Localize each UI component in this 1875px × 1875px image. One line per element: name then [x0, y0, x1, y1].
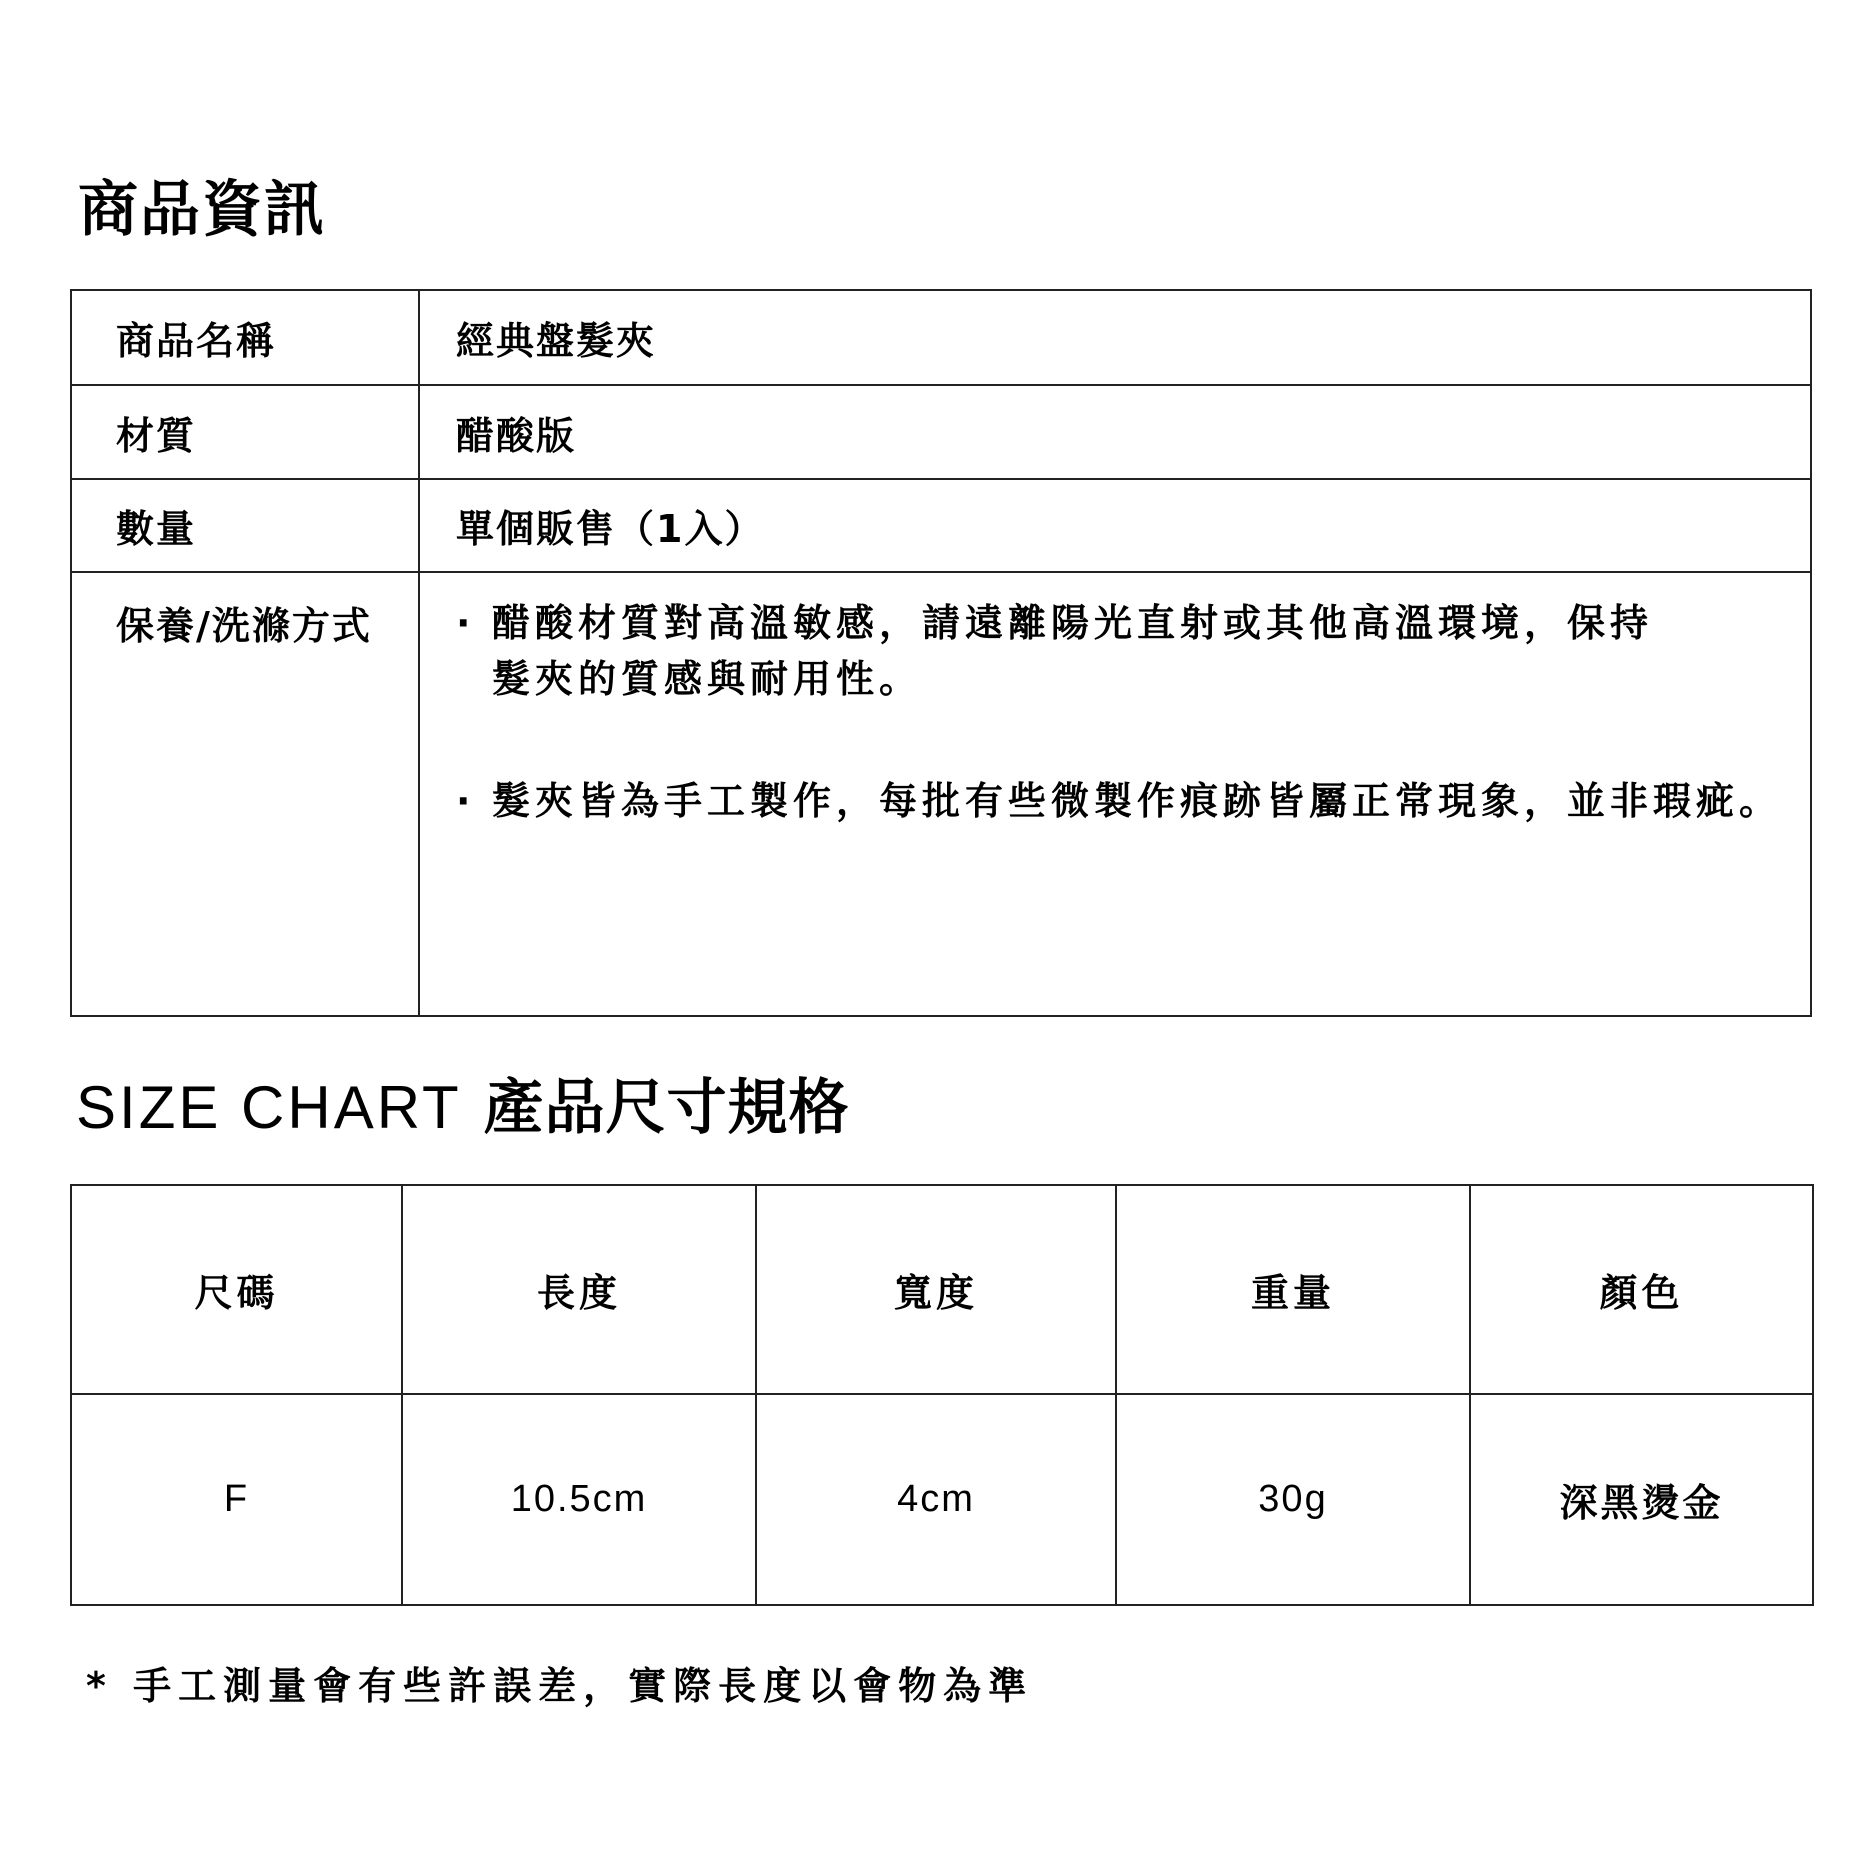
care-bullet-1 [456, 595, 1810, 707]
info-label-quantity: 數量 [71, 479, 419, 572]
size-value-row [71, 1394, 1813, 1605]
size-value-size: F [71, 1394, 402, 1605]
product-info-table [70, 289, 1812, 1017]
size-header-width: 寬度 [756, 1185, 1116, 1394]
size-chart-title-en: SIZE CHART [76, 1074, 462, 1141]
info-row-quantity [71, 479, 1811, 572]
size-value-length: 10.5cm [402, 1394, 756, 1605]
care-bullet-1-line-1: 醋酸材質對高溫敏感，請遠離陽光直射或其他高溫環境，保持 [492, 601, 1654, 645]
info-value-material: 醋酸版 [419, 385, 1811, 479]
bullet-mark: · [456, 779, 476, 823]
size-header-length: 長度 [402, 1185, 756, 1394]
product-info-title: 商品資訊 [78, 175, 326, 245]
info-label-material: 材質 [71, 385, 419, 479]
size-chart-title [76, 1073, 850, 1143]
info-value-care [419, 572, 1811, 1016]
info-label-name: 商品名稱 [71, 290, 419, 385]
size-header-weight: 重量 [1116, 1185, 1470, 1394]
size-header-row [71, 1185, 1813, 1394]
measurement-footnote: * 手工測量會有些許誤差，實際長度以會物為準 [86, 1664, 1034, 1708]
size-header-color: 顏色 [1470, 1185, 1813, 1394]
care-bullet-2 [456, 773, 1810, 829]
info-row-name [71, 290, 1811, 385]
bullet-mark: · [456, 601, 476, 645]
info-label-care: 保養/洗滌方式 [71, 572, 419, 1016]
care-bullet-2-line-1: 髮夾皆為手工製作，每批有些微製作痕跡皆屬正常現象，並非瑕疵。 [492, 779, 1783, 823]
size-value-width: 4cm [756, 1394, 1116, 1605]
care-bullet-1-line-2: 髮夾的質感與耐用性。 [492, 657, 923, 701]
size-value-weight: 30g [1116, 1394, 1470, 1605]
size-chart-title-zh: 產品尺寸規格 [483, 1073, 850, 1143]
info-row-material [71, 385, 1811, 479]
size-value-color: 深黑燙金 [1470, 1394, 1813, 1605]
size-header-size: 尺碼 [71, 1185, 402, 1394]
info-value-name: 經典盤髮夾 [419, 290, 1811, 385]
info-row-care [71, 572, 1811, 1016]
size-chart-table [70, 1184, 1814, 1606]
info-value-quantity: 單個販售（1入） [419, 479, 1811, 572]
